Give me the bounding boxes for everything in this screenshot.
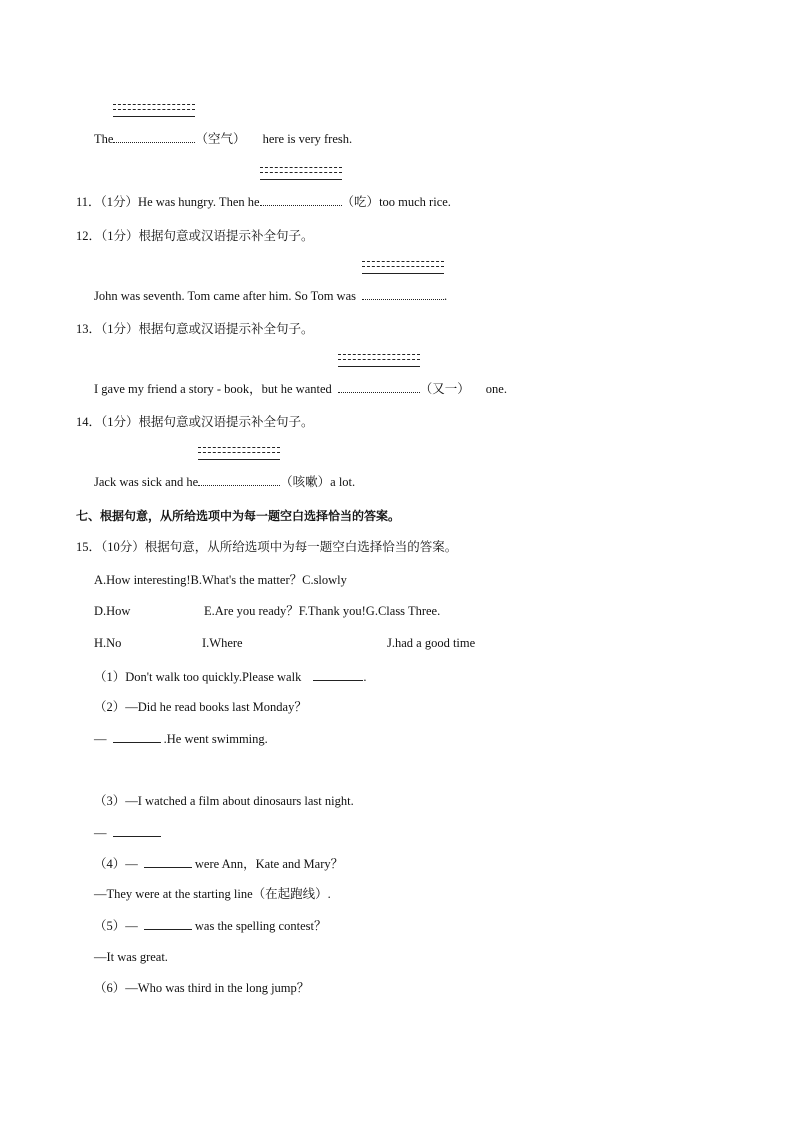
item-label: （1） — [94, 670, 126, 684]
q15-item-6 — [94, 980, 309, 996]
item-text: .He went swimming. — [160, 732, 268, 746]
item-tail: . — [363, 670, 367, 684]
q12-answer-blank[interactable] — [362, 288, 444, 304]
section-7-title: 七、根据句意，从所给选项中为每一题空白选择恰当的答案。 — [76, 509, 401, 523]
q14-number: 14．（1分） — [76, 415, 139, 429]
q13-hint: （又一） — [419, 382, 470, 396]
answer-blank[interactable] — [144, 855, 192, 868]
q13-number: 13．（1分） — [76, 322, 139, 336]
q14-hint: （咳嗽） — [280, 475, 331, 489]
q15-item-2 — [94, 699, 307, 715]
q15-option-i: I.Where — [202, 636, 243, 650]
q15-options-e-g: E.Are you ready？F.Thank you!G.Class Three. — [204, 604, 441, 618]
q15-option-d: D.How — [94, 604, 131, 618]
answer-blank[interactable] — [313, 668, 363, 681]
q15-item-3 — [94, 793, 354, 809]
q10-answer-blank[interactable] — [113, 131, 195, 147]
dash: — — [125, 857, 138, 871]
item-text: were Ann，Kate and Mary？ — [191, 857, 344, 871]
item-label: （3） — [94, 794, 126, 808]
q14-before: Jack was sick and he — [94, 475, 199, 489]
item-text: —Did he read books last Monday？ — [125, 700, 307, 714]
q15-item-1 — [94, 668, 366, 685]
q13-before: I gave my friend a story - book，but he wanted — [94, 382, 332, 396]
q11-before: He was hungry. Then he — [138, 195, 260, 209]
item-text: was the spelling contest？ — [191, 919, 327, 933]
item-label: （2） — [94, 700, 126, 714]
q15-option-h: H.No — [94, 636, 122, 650]
q13-header — [76, 321, 314, 337]
q15-item-2-answer — [94, 730, 268, 747]
q15-option-j: J.had a good time — [387, 636, 476, 650]
answer-blank[interactable] — [113, 824, 161, 837]
q13-line — [94, 381, 507, 397]
q15-item-4-answer: —They were at the starting line（在起跑线）. — [94, 887, 331, 901]
q15-instruction: 根据句意，从所给选项中为每一题空白选择恰当的答案。 — [144, 540, 458, 554]
q12-number: 12．（1分） — [76, 229, 139, 243]
q15-item-5-answer: —It was great. — [94, 950, 168, 964]
q10-after: here is very fresh. — [259, 132, 353, 146]
q15-item-5 — [94, 917, 326, 934]
q14-answer-blank[interactable] — [198, 474, 280, 490]
q14-line — [94, 474, 355, 490]
item-label: （5） — [94, 919, 126, 933]
q12-after: . — [443, 289, 448, 303]
q11-hint: （吃） — [341, 195, 380, 209]
q15-header — [76, 539, 457, 555]
q12-sentence: John was seventh. Tom came after him. So Tom was — [94, 289, 356, 303]
q15-options-row1: A.How interesting!B.What's the matter？C.slowly — [94, 573, 347, 587]
q13-after: one. — [485, 382, 507, 396]
q15-item-3-answer — [94, 824, 161, 841]
q10-line — [94, 131, 352, 147]
q10-hint: （空气） — [195, 132, 246, 146]
q11-answer-blank[interactable] — [260, 194, 342, 210]
item-text: Don't walk too quickly.Please walk — [125, 670, 302, 684]
q14-header — [76, 414, 314, 430]
item-text: —I watched a film about dinosaurs last night. — [125, 794, 354, 808]
q12-header — [76, 228, 314, 244]
answer-blank[interactable] — [144, 917, 192, 930]
q10-before: The — [94, 132, 114, 146]
q12-line — [94, 288, 447, 304]
q13-instruction: 根据句意或汉语提示补全句子。 — [138, 322, 314, 336]
q15-item-4 — [94, 855, 343, 872]
q13-answer-blank[interactable] — [338, 381, 420, 397]
q14-after: a lot. — [330, 475, 356, 489]
q11-number: 11．（1分） — [76, 195, 139, 209]
item-label: （4） — [94, 857, 126, 871]
dash: — — [94, 732, 107, 746]
q14-instruction: 根据句意或汉语提示补全句子。 — [138, 415, 314, 429]
item-label: （6） — [94, 981, 126, 995]
dash: — — [125, 919, 138, 933]
q15-number: 15．（10分） — [76, 540, 145, 554]
answer-blank[interactable] — [113, 730, 161, 743]
q11-after: too much rice. — [379, 195, 451, 209]
q11-line — [76, 194, 451, 210]
dash: — — [94, 826, 107, 840]
q12-instruction: 根据句意或汉语提示补全句子。 — [138, 229, 314, 243]
item-text: —Who was third in the long jump？ — [125, 981, 310, 995]
